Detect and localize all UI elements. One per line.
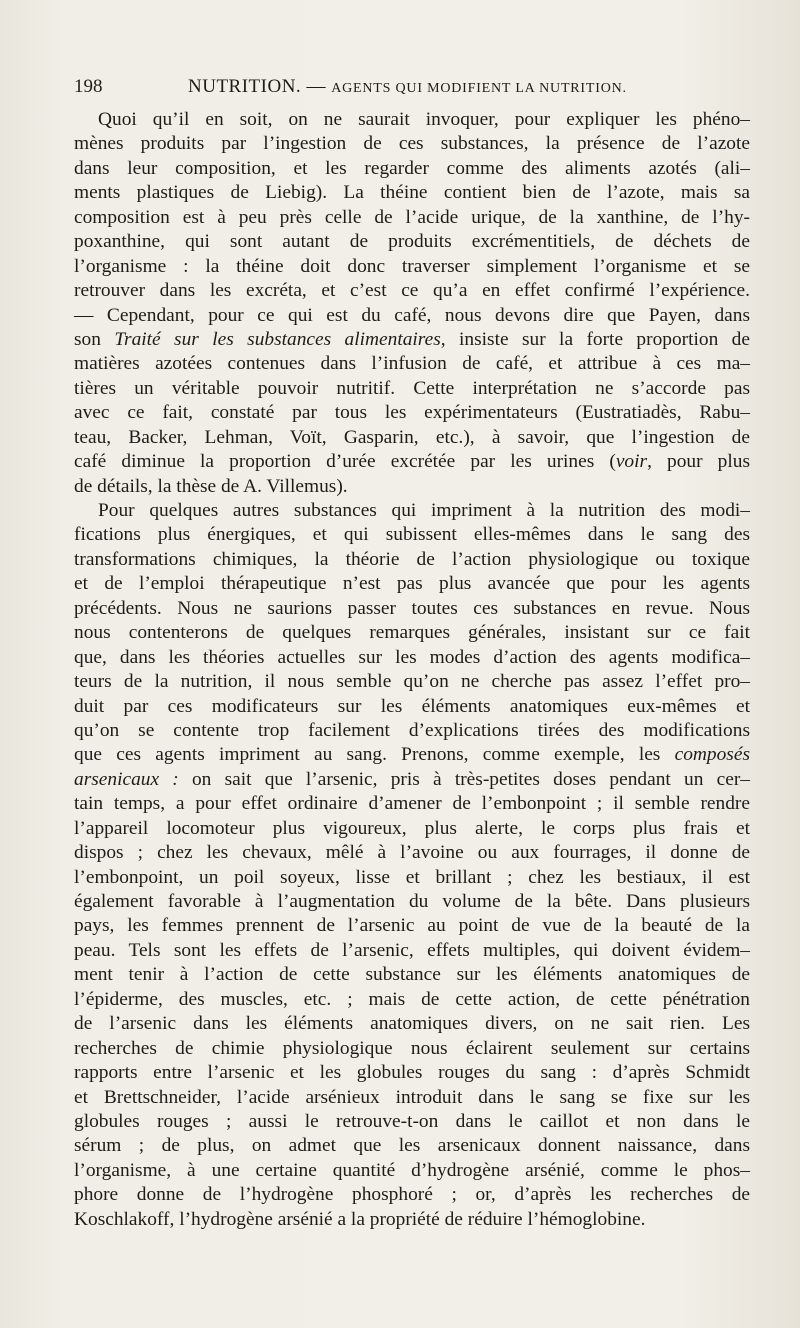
text-line [74,450,750,474]
text-line: qu’on se contente trop facilement d’explications tirées des modifications [74,719,750,741]
text-line: retrouver dans les excréta, et c’est ce qu’a en effet confirmé l’expérience. [74,280,750,302]
text-run: café diminue la proportion d’urée excrétée par les urines ( [74,451,616,473]
paragraph-1 [74,108,750,499]
text-line: l’organisme, à une certaine quantité d’hydrogène arsénié, comme le phos– [74,1159,750,1181]
italic-word: voir [615,451,648,473]
body-text [74,108,750,1232]
text-line: l’organisme : la théine doit donc traverser simplement l’organisme et se [74,255,750,277]
text-line: phore donne de l’hydrogène phosphoré ; or, d’après les recherches de [74,1184,750,1206]
text-line: Koschlakoff, l’hydrogène arsénié a la propriété de réduire l’hémoglobine. [74,1208,646,1230]
text-line: tain temps, a pour effet ordinaire d’amener de l’embonpoint ; il semble rendre [74,793,750,815]
text-line: également favorable à l’augmentation du volume de la bête. Dans plusieurs [74,891,750,912]
running-title-main: NUTRITION. [188,76,302,97]
running-header [74,74,750,104]
text-line: Quoi qu’il en soit, on ne saurait invoquer, pour expliquer les phéno– [98,109,750,130]
text-line: rapports entre l’arsenic et les globules rouges du sang : d’après Schmidt [74,1062,750,1084]
text-line: que, dans les théories actuelles sur les modes d’action des agents modifica– [74,646,750,668]
text-line: avec ce fait, constaté par tous les expérimentateurs (Eustratiadès, Rabu– [74,402,750,424]
paragraph-2 [74,499,750,1232]
text-line: l’épiderme, des muscles, etc. ; mais de cette action, de cette pénétration [74,988,750,1010]
text-line: teau, Backer, Lehman, Voït, Gasparin, etc.), à savoir, que l’ingestion de [74,426,750,448]
text-line: peau. Tels sont les effets de l’arsenic, effets multiples, qui doivent évidem– [74,939,750,961]
italic-title: Traité sur les substances alimentaires [114,328,441,350]
text-line: tières un véritable pouvoir nutritif. Cette interprétation ne s’accorde pas [74,377,750,399]
text-line: transformations chimiques, la théorie de l’action physiologique ou toxique [74,548,750,570]
page-number: 198 [74,76,103,97]
text-line: fications plus énergiques, et qui subissent elles-mêmes dans le sang des [74,524,750,546]
text-run: , insiste sur la forte proportion de [440,328,750,350]
text-line: et de l’emploi thérapeutique n’est pas plus avancée que pour les agents [74,573,750,595]
text-line: l’appareil locomoteur plus vigoureux, plus alerte, le corps plus frais et [74,817,750,839]
text-line: matières azotées contenues dans l’infusion de café, et attribue à ces ma– [74,353,750,375]
italic-term: composés [674,744,750,766]
text-line [74,768,750,792]
running-title-dash: — [301,76,332,97]
running-title [188,76,627,98]
text-line: pays, les femmes prennent de l’arsenic au point de vue de la beauté de la [74,915,750,937]
text-line [74,743,750,767]
text-run: que ces agents impriment au sang. Prenons, comme exemple, les [74,744,675,766]
text-line: et Brettschneider, l’acide arsénieux introduit dans le sang se fixe sur les [74,1086,750,1108]
text-line: recherches de chimie physiologique nous éclairent seulement sur certains [74,1037,750,1059]
text-run: on sait que l’arsenic, pris à très-petites doses pendant un cer– [178,768,750,790]
text-line: dispos ; chez les chevaux, mêlé à l’avoine ou aux fourrages, il donne de [74,842,750,864]
text-line: sérum ; de plus, on admet que les arsenicaux donnent naissance, dans [74,1135,750,1157]
text-line: dans leur composition, et les regarder comme des aliments azotés (ali– [74,157,750,179]
text-line: ments plastiques de Liebig). La théine contient bien de l’azote, mais sa [74,182,750,204]
text-line: de détails, la thèse de A. Villemus). [74,475,348,497]
text-line: — Cependant, pour ce qui est du café, nous devons dire que Payen, dans [74,304,750,326]
text-line: globules rouges ; aussi le retrouve-t-on dans le caillot et non dans le [74,1110,750,1132]
text-line: précédents. Nous ne saurions passer toutes ces substances en revue. Nous [74,597,750,619]
text-line: Pour quelques autres substances qui impriment à la nutrition des modi– [98,500,750,521]
text-line: de l’arsenic dans les éléments anatomiques divers, on ne sait rien. Les [74,1013,750,1035]
text-line: poxanthine, qui sont autant de produits excrémentitiels, de déchets de [74,231,750,253]
text-line [74,328,750,352]
italic-term: arsenicaux : [74,768,179,790]
text-line: composition est à peu près celle de l’acide urique, de la xanthine, de l’hy- [74,206,750,228]
text-run: son [74,328,115,350]
text-line: nous contenterons de quelques remarques générales, insistant sur ce fait [74,622,750,644]
text-line: duit par ces modificateurs sur les éléments anatomiques eux-mêmes et [74,695,750,717]
text-line: l’embonpoint, un poil soyeux, lisse et brillant ; chez les bestiaux, il est [74,866,750,888]
text-run: , pour plus [647,451,750,473]
text-line: ment tenir à l’action de cette substance sur les éléments anatomiques de [74,964,750,986]
text-line: teurs de la nutrition, il nous semble qu’on ne cherche pas assez l’effet pro– [74,671,750,693]
text-line: mènes produits par l’ingestion de ces substances, la présence de l’azote [74,133,750,155]
running-title-subtitle: AGENTS QUI MODIFIENT LA NUTRITION. [331,81,627,96]
